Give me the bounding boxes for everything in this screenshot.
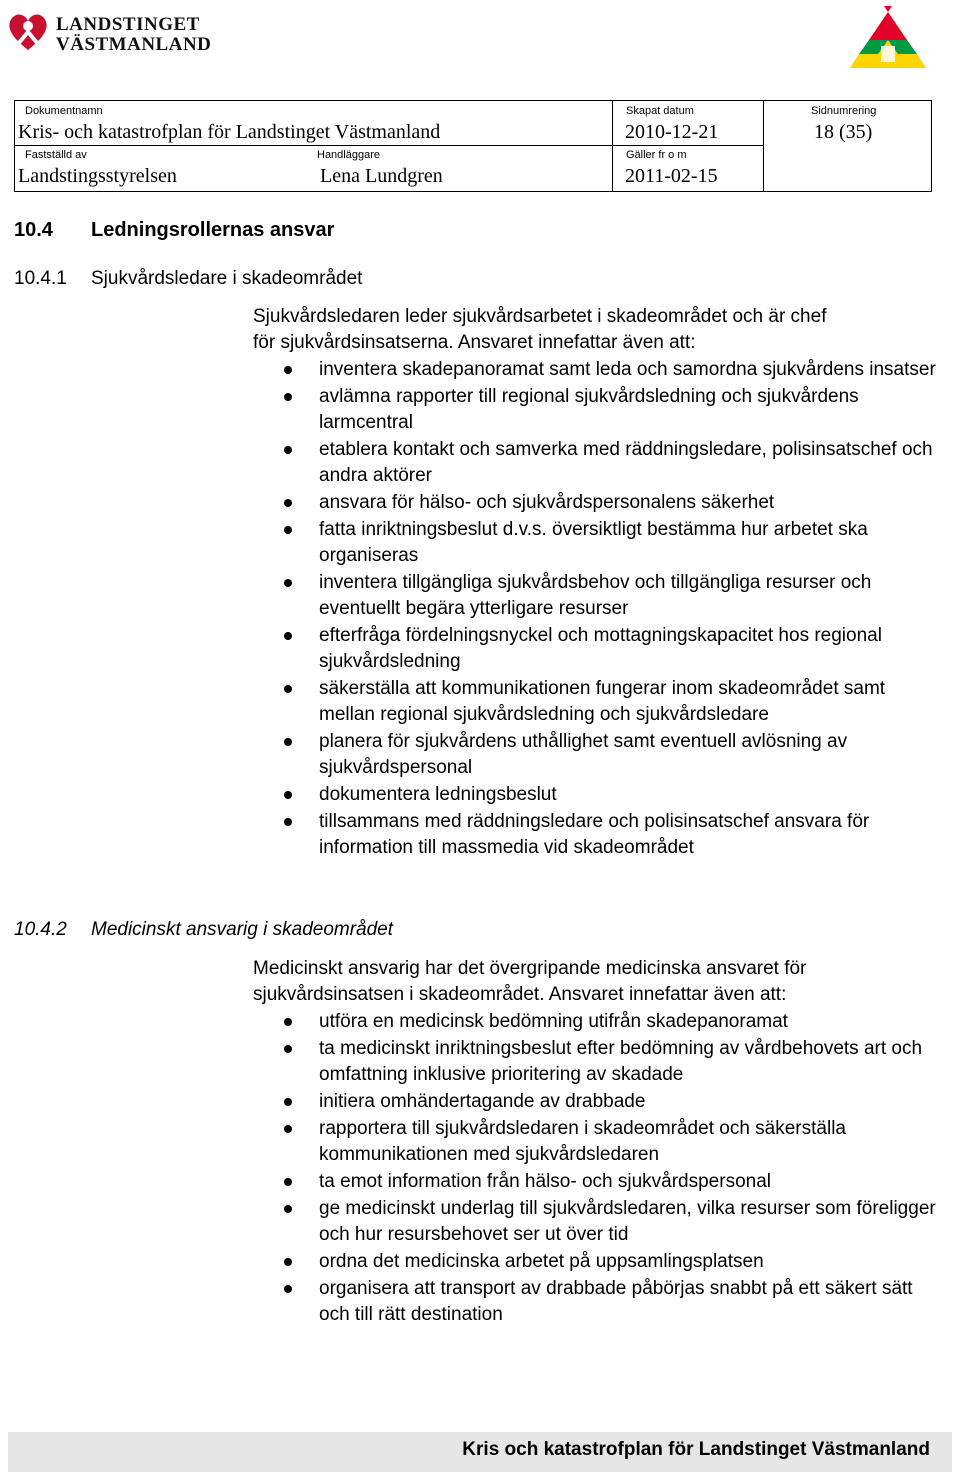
page-footer <box>8 1432 952 1472</box>
created-date: 2010-12-21 <box>625 121 719 143</box>
bullet-icon <box>284 1285 292 1293</box>
list-item <box>253 437 943 489</box>
list-item <box>253 729 943 781</box>
list-item <box>253 1116 943 1168</box>
list-item-text: efterfråga fördelningsnyckel och mottagningskapacitet hos regional sjukvårdsledning <box>319 625 882 672</box>
bullet-icon <box>284 685 292 693</box>
list-item-text: ordna det medicinska arbetet på uppsamlingsplatsen <box>319 1251 764 1272</box>
intro-line: sjukvårdsinsatsen i skadeområdet. Ansvaret innefattar även att: <box>253 984 787 1005</box>
bullet-icon <box>284 738 292 746</box>
bullet-icon <box>284 526 292 534</box>
list-item-text: avlämna rapporter till regional sjukvårdsledning och sjukvårdens larmcentral <box>319 386 859 433</box>
list-item-text: etablera kontakt och samverka med räddningsledare, polisinsatschef och andra aktörer <box>319 439 933 486</box>
bullet-icon <box>284 791 292 799</box>
section-heading <box>14 219 334 242</box>
intro-line: för sjukvårdsinsatserna. Ansvaret innefattar även att: <box>253 332 696 353</box>
valid-from-date: 2011-02-15 <box>625 165 718 187</box>
document-header-table <box>14 100 932 192</box>
subsection-title-1: Sjukvårdsledare i skadeområdet <box>91 268 363 289</box>
page-number: 18 (35) <box>814 121 873 143</box>
list-item <box>253 623 943 675</box>
list-item-text: ge medicinskt underlag till sjukvårdsledaren, vilka resurser som föreligger och hur resursbehovet ser ut över tid <box>319 1198 936 1245</box>
triangle-logo-icon <box>846 4 930 70</box>
bullet-icon <box>284 1258 292 1266</box>
responsibility-list-2 <box>253 1009 943 1329</box>
bullet-icon <box>284 1205 292 1213</box>
list-item-text: utföra en medicinsk bedömning utifrån skadepanoramat <box>319 1011 788 1032</box>
logo-line1: LANDSTINGET <box>56 14 200 35</box>
list-item-text: initiera omhändertagande av drabbade <box>319 1091 646 1112</box>
list-item-text: ansvara för hälso- och sjukvårdspersonalens säkerhet <box>319 492 775 513</box>
page-label: Sidnumrering <box>811 105 877 117</box>
intro-line: Medicinskt ansvarig har det övergripande medicinska ansvaret för <box>253 958 807 979</box>
list-item-text: tillsammans med räddningsledare och polisinsatschef ansvara för information till massmedia vid skadeområdet <box>319 811 870 858</box>
landstinget-logo <box>4 6 212 58</box>
list-item <box>253 570 943 622</box>
list-item <box>253 1036 943 1088</box>
bullet-icon <box>284 393 292 401</box>
list-item <box>253 517 943 569</box>
list-item-text: planera för sjukvårdens uthållighet samt eventuell avlösning av sjukvårdspersonal <box>319 731 848 778</box>
subsection-heading-1 <box>14 268 362 290</box>
list-item-text: säkerställa att kommunikationen fungerar inom skadeområdet samt mellan regional sjukvårdsledning och sjukvårdsledare <box>319 678 886 725</box>
bullet-icon <box>284 632 292 640</box>
section-title: Ledningsrollernas ansvar <box>91 219 335 241</box>
subsection-intro-2 <box>253 956 943 1008</box>
subsection-number-1: 10.4.1 <box>14 268 67 289</box>
responsibility-list-1 <box>253 357 943 862</box>
created-label: Skapat datum <box>626 105 694 117</box>
bullet-icon <box>284 1125 292 1133</box>
list-item <box>253 809 943 861</box>
subsection-title-2: Medicinskt ansvarig i skadeområdet <box>91 919 394 940</box>
bullet-icon <box>284 579 292 587</box>
list-item-text: ta emot information från hälso- och sjukvårdspersonal <box>319 1171 772 1192</box>
bullet-icon <box>284 499 292 507</box>
subsection-intro-1 <box>253 304 943 356</box>
list-item <box>253 676 943 728</box>
list-item-text: inventera tillgängliga sjukvårdsbehov och tillgängliga resurser och eventuellt begära ytterligare resurser <box>319 572 872 619</box>
subsection-heading-2 <box>14 919 393 941</box>
document-name-label: Dokumentnamn <box>25 105 103 117</box>
intro-line: Sjukvårdsledaren leder sjukvårdsarbetet i skadeområdet och är chef <box>253 306 827 327</box>
bullet-icon <box>284 1098 292 1106</box>
document-name: Kris- och katastrofplan för Landstinget Västmanland <box>18 121 441 143</box>
list-item-text: rapportera till sjukvårdsledaren i skadeområdet och säkerställa kommunikationen med sjukvårdsledaren <box>319 1118 846 1165</box>
list-item-text: organisera att transport av drabbade påbörjas snabbt på ett säkert sätt och till rätt destination <box>319 1278 913 1325</box>
approved-by: Landstingsstyrelsen <box>18 165 177 187</box>
handler-label: Handläggare <box>317 149 380 161</box>
list-item <box>253 384 943 436</box>
list-item <box>253 1009 943 1035</box>
bullet-icon <box>284 1018 292 1026</box>
list-item-text: fatta inriktningsbeslut d.v.s. översiktligt bestämma hur arbetet ska organiseras <box>319 519 868 566</box>
handler-name: Lena Lundgren <box>320 165 443 187</box>
logo-line2: VÄSTMANLAND <box>56 34 212 55</box>
bullet-icon <box>284 1178 292 1186</box>
list-item <box>253 1249 943 1275</box>
footer-text: Kris och katastrofplan för Landstinget Västmanland <box>462 1439 930 1460</box>
heart-person-icon <box>4 6 52 56</box>
bullet-icon <box>284 446 292 454</box>
section-number: 10.4 <box>14 219 53 241</box>
valid-from-label: Gäller fr o m <box>626 149 687 161</box>
list-item <box>253 1169 943 1195</box>
list-item-text: dokumentera ledningsbeslut <box>319 784 557 805</box>
approved-by-label: Fastställd av <box>25 149 87 161</box>
bullet-icon <box>284 1045 292 1053</box>
list-item-text: ta medicinskt inriktningsbeslut efter bedömning av vårdbehovets art och omfattning inklusive prioritering av skadade <box>319 1038 923 1085</box>
list-item <box>253 357 943 383</box>
list-item <box>253 1196 943 1248</box>
list-item-text: inventera skadepanoramat samt leda och samordna sjukvårdens insatser <box>319 359 936 380</box>
list-item <box>253 490 943 516</box>
bullet-icon <box>284 366 292 374</box>
list-item <box>253 1276 943 1328</box>
list-item <box>253 782 943 808</box>
bullet-icon <box>284 818 292 826</box>
subsection-number-2: 10.4.2 <box>14 919 67 940</box>
list-item <box>253 1089 943 1115</box>
